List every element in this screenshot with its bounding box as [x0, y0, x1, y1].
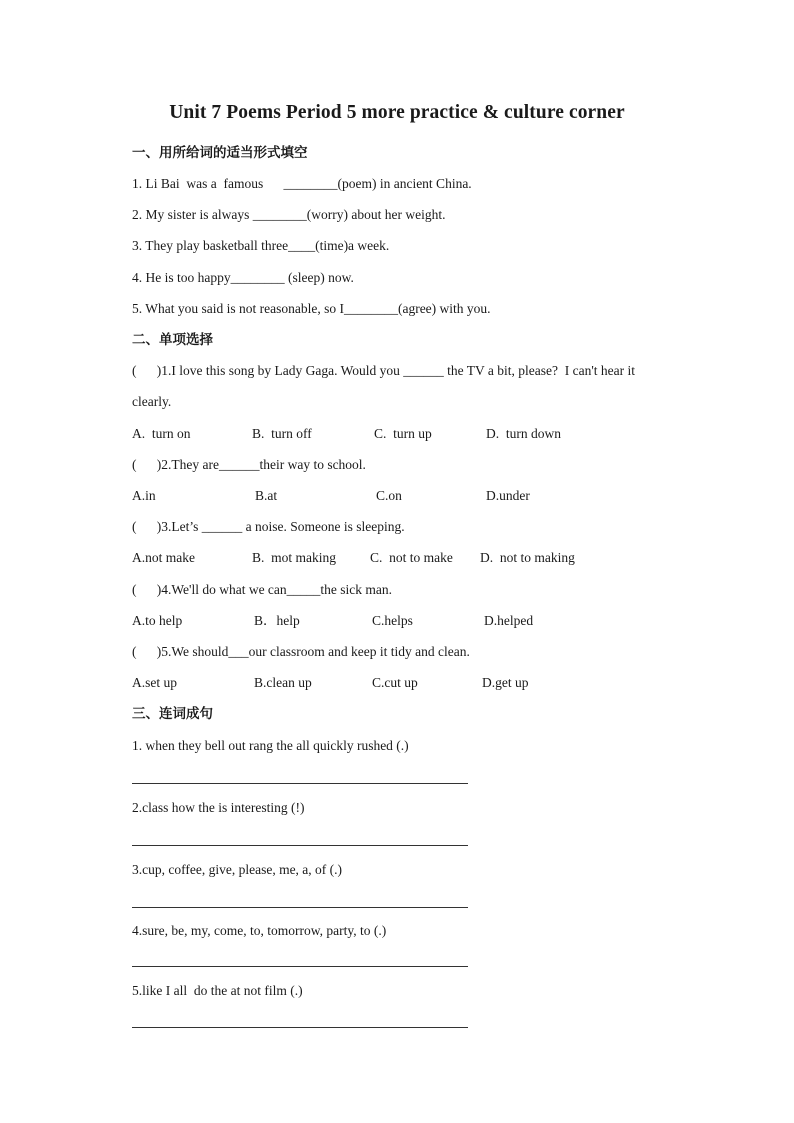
- mc-question-2-stem: ( )2.They are______their way to school.: [132, 457, 366, 472]
- answer-line-1: [132, 783, 468, 784]
- option-c: C.on: [376, 488, 402, 503]
- option-a: A.not make: [132, 550, 195, 565]
- option-b: B.clean up: [254, 675, 312, 690]
- section1-heading: 一、用所给词的适当形式填空: [132, 145, 308, 161]
- answer-line-2: [132, 845, 468, 846]
- option-d: D. turn down: [486, 426, 561, 441]
- option-b: B.at: [255, 488, 278, 503]
- option-d: D.get up: [482, 675, 529, 690]
- option-d: D. not to making: [480, 550, 575, 565]
- mc-question-3-stem: ( )3.Let’s ______ a noise. Someone is sleeping.: [132, 519, 405, 534]
- mc-question-4-stem: ( )4.We'll do what we can_____the sick man.: [132, 582, 393, 597]
- section3-heading: 三、连词成句: [132, 706, 213, 722]
- fill-blank-item-4: 4. He is too happy________ (sleep) now.: [132, 270, 354, 285]
- section2-heading: 二、单项选择: [132, 332, 213, 348]
- option-c: C.cut up: [372, 675, 418, 690]
- fill-blank-item-3: 3. They play basketball three____(time)a week.: [132, 238, 390, 253]
- option-a: A.to help: [132, 613, 183, 628]
- answer-line-4: [132, 966, 468, 967]
- sentence-item-3: 3.cup, coffee, give, please, me, a, of (.): [132, 862, 343, 877]
- sentence-item-1: 1. when they bell out rang the all quickly rushed (.): [132, 738, 409, 753]
- mc-question-5-stem: ( )5.We should___our classroom and keep it tidy and clean.: [132, 644, 470, 659]
- sentence-item-5: 5.like I all do the at not film (.): [132, 983, 303, 998]
- option-c: C.helps: [372, 613, 413, 628]
- option-c: C. not to make: [370, 550, 453, 565]
- option-b: B. turn off: [252, 426, 312, 441]
- option-d: D.helped: [484, 613, 534, 628]
- option-c: C. turn up: [374, 426, 432, 441]
- option-a: A. turn on: [132, 426, 191, 441]
- fill-blank-item-2: 2. My sister is always ________(worry) about her weight.: [132, 207, 446, 222]
- sentence-item-4: 4.sure, be, my, come, to, tomorrow, party, to (.): [132, 923, 387, 938]
- option-a: A.in: [132, 488, 156, 503]
- answer-line-5: [132, 1027, 468, 1028]
- sentence-item-2: 2.class how the is interesting (!): [132, 800, 305, 815]
- option-d: D.under: [486, 488, 530, 503]
- fill-blank-item-5: 5. What you said is not reasonable, so I________(agree) with you.: [132, 301, 491, 316]
- fill-blank-item-1: 1. Li Bai was a famous ________(poem) in ancient China.: [132, 176, 472, 191]
- option-b: B. mot making: [252, 550, 336, 565]
- page-title: Unit 7 Poems Period 5 more practice & culture corner: [169, 102, 625, 123]
- mc-question-1-stem: ( )1.I love this song by Lady Gaga. Would you ______ the TV a bit, please? I can't hear it: [132, 363, 635, 378]
- answer-line-3: [132, 907, 468, 908]
- option-b: B．help: [254, 613, 300, 628]
- option-a: A.set up: [132, 675, 177, 690]
- mc-question-1-stem-continued: clearly.: [132, 394, 172, 409]
